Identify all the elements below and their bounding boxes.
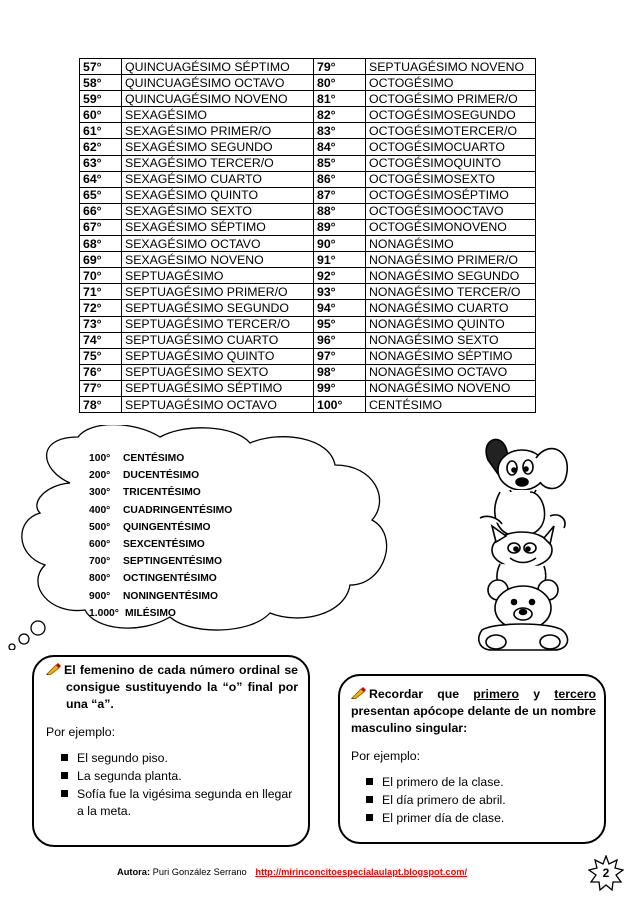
apocope-word-tercero: tercero (554, 687, 596, 701)
table-row (80, 284, 536, 300)
ordinal-number: 84° (314, 139, 366, 155)
hundred-word: CUADRINGENTÉSIMO (123, 504, 233, 516)
feminine-rule (46, 662, 298, 713)
ordinal-number: 90° (314, 236, 366, 252)
ordinal-number: 95° (314, 316, 366, 332)
feminine-rule-box (32, 655, 310, 847)
cartoon-dog-cat-bear-stack-icon (440, 430, 605, 655)
hundred-number: 400° (89, 504, 111, 516)
author-label: Autora: (117, 867, 151, 877)
ordinal-word: SEPTUAGÉSIMO (122, 268, 314, 284)
ordinal-word: QUINCUAGÉSIMO OCTAVO (122, 75, 314, 91)
ordinal-word: SEXAGÉSIMO CUARTO (122, 171, 314, 187)
ordinal-word: NONAGÉSIMO SEXTO (366, 332, 536, 348)
hundred-word: CENTÉSIMO (123, 453, 185, 464)
ordinal-number: 89° (314, 219, 366, 235)
ordinal-number: 61° (80, 123, 122, 139)
ordinal-word: SEPTUAGÉSIMO NOVENO (366, 59, 536, 75)
ordinal-word: NONAGÉSIMO PRIMER/O (366, 252, 536, 268)
ordinal-number: 65° (80, 187, 122, 203)
apocope-rule (351, 686, 596, 737)
table-row (80, 155, 536, 171)
table-row (80, 219, 536, 235)
hundred-number: 100° (89, 453, 111, 464)
list-item (89, 553, 232, 570)
hundred-word: DUCENTÉSIMO (123, 470, 200, 482)
table-row (80, 187, 536, 203)
ordinal-word: SEPTUAGÉSIMO CUARTO (122, 332, 314, 348)
ordinal-word: OCTOGÉSIMOSEGUNDO (366, 107, 536, 123)
ordinal-word: SEXAGÉSIMO OCTAVO (122, 236, 314, 252)
ordinal-number: 97° (314, 348, 366, 364)
ordinal-number: 72° (80, 300, 122, 316)
ordinal-number: 59° (80, 91, 122, 107)
ordinal-number: 73° (80, 316, 122, 332)
ordinal-word: SEPTUAGÉSIMO SÉPTIMO (122, 380, 314, 396)
table-row (80, 123, 536, 139)
list-item (89, 519, 232, 536)
hundred-number: 800° (89, 573, 111, 585)
apocope-rule-p0: Recordar que (369, 687, 474, 701)
example-item: El primero de la clase. (366, 774, 596, 791)
list-item (89, 536, 232, 553)
ordinal-number: 88° (314, 203, 366, 219)
author-name: Puri González Serrano (152, 867, 247, 877)
ordinal-word: NONAGÉSIMO OCTAVO (366, 364, 536, 380)
hundred-number: 300° (89, 487, 111, 499)
feminine-rule-text: El femenino de cada número ordinal se consigue sustituyendo la “o” final por una “a”. (64, 663, 298, 711)
blog-link[interactable]: http://mirinconcitoespecialaulapt.blogspot.com/ (255, 867, 468, 877)
list-item (89, 588, 232, 605)
ordinal-number: 93° (314, 284, 366, 300)
ordinal-number: 57° (80, 59, 122, 75)
hundred-word: SEPTINGENTÉSIMO (123, 556, 222, 568)
ordinal-word: OCTOGÉSIMONOVENO (366, 219, 536, 235)
table-row (80, 332, 536, 348)
ordinal-word: OCTOGÉSIMO (366, 75, 536, 91)
ordinal-word: SEPTUAGÉSIMO SEXTO (122, 364, 314, 380)
ordinal-number: 68° (80, 236, 122, 252)
ordinal-number: 94° (314, 300, 366, 316)
ordinal-word: NONAGÉSIMO SEGUNDO (366, 268, 536, 284)
hundred-word: NONINGENTÉSIMO (123, 590, 218, 602)
table-row (80, 75, 536, 91)
hundred-number: 200° (89, 470, 111, 482)
apocope-rule-p4: presentan apócope delante de un nombre masculino singular: (351, 704, 596, 735)
table-row (80, 91, 536, 107)
table-row (80, 268, 536, 284)
table-row (80, 348, 536, 364)
ordinal-number: 77° (80, 380, 122, 396)
table-row (80, 171, 536, 187)
table-row (80, 300, 536, 316)
apocope-word-primero: primero (473, 687, 520, 701)
example-list (46, 750, 298, 820)
ordinal-word: OCTOGÉSIMOSEXTO (366, 171, 536, 187)
ordinal-number: 92° (314, 268, 366, 284)
ordinal-word: SEXAGÉSIMO QUINTO (122, 187, 314, 203)
ordinal-number: 99° (314, 380, 366, 396)
ordinal-word: OCTOGÉSIMOSÉPTIMO (366, 187, 536, 203)
example-item: Sofía fue la vigésima segunda en llegar a la meta. (61, 786, 298, 820)
table-row (80, 252, 536, 268)
hundred-word: SEXCENTÉSIMO (123, 539, 205, 551)
ordinal-number: 80° (314, 75, 366, 91)
ordinals-table (79, 58, 536, 413)
hundred-word: MILÉSIMO (125, 607, 176, 619)
ordinal-word: SEXAGÉSIMO (122, 107, 314, 123)
hundred-word: OCTINGENTÉSIMO (123, 573, 217, 585)
ordinal-word: SEPTUAGÉSIMO PRIMER/O (122, 284, 314, 300)
ordinal-word: OCTOGÉSIMOCUARTO (366, 139, 536, 155)
ordinal-number: 91° (314, 252, 366, 268)
ordinal-word: OCTOGÉSIMOTERCER/O (366, 123, 536, 139)
ordinal-number: 87° (314, 187, 366, 203)
ordinal-number: 69° (80, 252, 122, 268)
ordinal-word: OCTOGÉSIMOQUINTO (366, 155, 536, 171)
ordinal-word: CENTÉSIMO (366, 396, 536, 412)
ordinal-number: 71° (80, 284, 122, 300)
ordinal-number: 82° (314, 107, 366, 123)
hundred-number: 700° (89, 556, 111, 568)
ordinal-number: 63° (80, 155, 122, 171)
ordinal-number: 75° (80, 348, 122, 364)
list-item (89, 467, 232, 484)
list-item (89, 605, 232, 622)
ordinal-number: 100° (314, 396, 366, 412)
hundred-word: QUINGENTÉSIMO (123, 521, 211, 533)
ordinal-number: 86° (314, 171, 366, 187)
hundreds-list (89, 450, 232, 622)
ordinal-word: SEXAGÉSIMO SEXTO (122, 203, 314, 219)
ordinal-number: 64° (80, 171, 122, 187)
ordinal-word: SEXAGÉSIMO NOVENO (122, 252, 314, 268)
table-row (80, 396, 536, 412)
ordinal-number: 85° (314, 155, 366, 171)
ordinal-number: 70° (80, 268, 122, 284)
hundred-number: 900° (89, 590, 111, 602)
hundred-number: 500° (89, 521, 111, 533)
table-row (80, 139, 536, 155)
list-item (89, 450, 232, 467)
hundred-number: 600° (89, 539, 111, 551)
list-item (89, 502, 232, 519)
table-row (80, 364, 536, 380)
ordinal-word: NONAGÉSIMO CUARTO (366, 300, 536, 316)
ordinal-number: 78° (80, 396, 122, 412)
ordinal-number: 66° (80, 203, 122, 219)
ordinal-word: NONAGÉSIMO TERCER/O (366, 284, 536, 300)
ordinal-word: NONAGÉSIMO SÉPTIMO (366, 348, 536, 364)
ordinal-number: 58° (80, 75, 122, 91)
ordinal-word: OCTOGÉSIMO PRIMER/O (366, 91, 536, 107)
ordinal-word: SEXAGÉSIMO SÉPTIMO (122, 219, 314, 235)
ordinal-number: 96° (314, 332, 366, 348)
page-number: 2 (602, 866, 610, 880)
example-item: La segunda planta. (61, 768, 298, 785)
hundred-number: 1.000° (89, 607, 119, 619)
apocope-rule-box (338, 674, 606, 844)
table-row (80, 59, 536, 75)
example-item: El primer día de clase. (366, 810, 596, 827)
hundred-word: TRICENTÉSIMO (123, 487, 201, 499)
ordinal-word: SEPTUAGÉSIMO TERCER/O (122, 316, 314, 332)
footer (117, 867, 467, 877)
example-label: Por ejemplo: (46, 725, 116, 739)
ordinal-number: 60° (80, 107, 122, 123)
ordinal-number: 83° (314, 123, 366, 139)
page-number-badge (588, 855, 624, 891)
ordinal-word: SEXAGÉSIMO TERCER/O (122, 155, 314, 171)
table-row (80, 107, 536, 123)
table-row (80, 380, 536, 396)
ordinal-number: 62° (80, 139, 122, 155)
ordinal-word: SEPTUAGÉSIMO QUINTO (122, 348, 314, 364)
apocope-rule-p2: y (519, 687, 555, 701)
ordinal-word: SEPTUAGÉSIMO OCTAVO (122, 396, 314, 412)
ordinal-word: QUINCUAGÉSIMO NOVENO (122, 91, 314, 107)
ordinal-word: NONAGÉSIMO QUINTO (366, 316, 536, 332)
list-item (89, 484, 232, 501)
ordinal-number: 79° (314, 59, 366, 75)
example-list (351, 774, 596, 827)
ordinal-word: SEXAGÉSIMO SEGUNDO (122, 139, 314, 155)
ordinal-word: OCTOGÉSIMOOCTAVO (366, 203, 536, 219)
pen-icon (46, 663, 61, 675)
ordinals-table-body (80, 59, 536, 413)
pen-icon (351, 687, 366, 699)
list-item (89, 570, 232, 587)
ordinal-word: QUINCUAGÉSIMO SÉPTIMO (122, 59, 314, 75)
ordinal-number: 67° (80, 219, 122, 235)
ordinal-word: SEPTUAGÉSIMO SEGUNDO (122, 300, 314, 316)
ordinal-word: NONAGÉSIMO NOVENO (366, 380, 536, 396)
ordinal-number: 76° (80, 364, 122, 380)
example-item: El día primero de abril. (366, 792, 596, 809)
ordinal-number: 81° (314, 91, 366, 107)
table-row (80, 316, 536, 332)
table-row (80, 236, 536, 252)
ordinal-word: NONAGÉSIMO (366, 236, 536, 252)
ordinal-number: 74° (80, 332, 122, 348)
ordinal-number: 98° (314, 364, 366, 380)
ordinal-word: SEXAGÉSIMO PRIMER/O (122, 123, 314, 139)
table-row (80, 203, 536, 219)
example-item: El segundo piso. (61, 750, 298, 767)
example-label: Por ejemplo: (351, 749, 421, 763)
